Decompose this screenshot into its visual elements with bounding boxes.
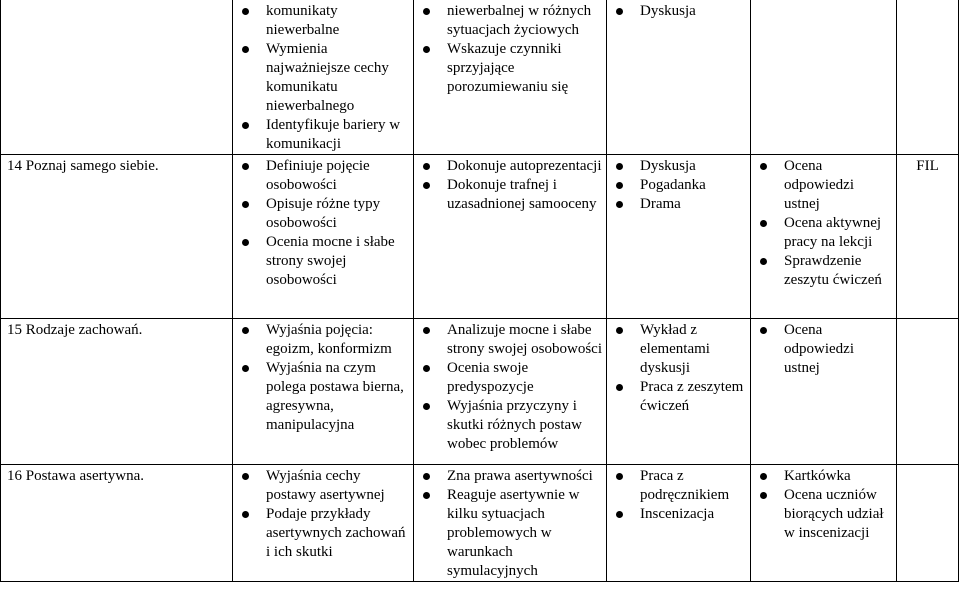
list-item: Drama — [610, 195, 747, 214]
list-item: Wyjaśnia cechy postawy asertywnej — [236, 467, 410, 505]
list-item: Analizuje mocne i słabe strony swojej osobowości — [417, 321, 603, 359]
skills-cell — [414, 155, 607, 319]
skills-cell — [414, 0, 607, 155]
table-row — [1, 319, 959, 465]
notes-cell — [897, 319, 959, 465]
list-item: Wyjaśnia na czym polega postawa bierna, agresywna, manipulacyjna — [236, 359, 410, 435]
outcomes-cell — [233, 155, 414, 319]
list-item: Dokonuje autoprezentacji — [417, 157, 603, 176]
list-item: Ocena aktywnej pracy na lekcji — [754, 214, 893, 252]
list-item: Wykład z elementami dyskusji — [610, 321, 747, 378]
list-item: Identyfikuje bariery w komunikacji — [236, 116, 410, 154]
methods-cell — [607, 0, 751, 155]
list-item: Ocena odpowiedzi ustnej — [754, 321, 893, 378]
list-item: Praca z podręcznikiem — [610, 467, 747, 505]
outcomes-cell — [233, 0, 414, 155]
list-item: Opisuje różne typy osobowości — [236, 195, 410, 233]
assessment-cell — [751, 465, 897, 582]
topic-cell — [1, 0, 233, 155]
list-item: Podaje przykłady asertywnych zachowań i ich skutki — [236, 505, 410, 562]
list-item: Sprawdzenie zeszytu ćwiczeń — [754, 252, 893, 290]
list-item: Ocena odpowiedzi ustnej — [754, 157, 893, 214]
methods-cell — [607, 465, 751, 582]
list-item: Ocenia mocne i słabe strony swojej osobowości — [236, 233, 410, 290]
notes-cell — [897, 465, 959, 582]
list-item: Ocena uczniów biorących udział w inscenizacji — [754, 486, 893, 543]
list-item: Dokonuje trafnej i uzasadnionej samooceny — [417, 176, 603, 214]
outcomes-cell — [233, 465, 414, 582]
outcomes-cell — [233, 319, 414, 465]
skills-cell — [414, 465, 607, 582]
methods-cell — [607, 155, 751, 319]
list-item: Dyskusja — [610, 157, 747, 176]
assessment-cell — [751, 319, 897, 465]
table-row — [1, 155, 959, 319]
list-item: Wyjaśnia przyczyny i skutki różnych postaw wobec problemów — [417, 397, 603, 454]
list-item: Zna prawa asertywności — [417, 467, 603, 486]
list-item: Pogadanka — [610, 176, 747, 195]
topic-cell: 14 Poznaj samego siebie. — [1, 155, 233, 319]
list-item: Inscenizacja — [610, 505, 747, 524]
list-item: niewerbalnej w różnych sytuacjach życiowych — [417, 2, 603, 40]
list-item: Wymienia najważniejsze cechy komunikatu niewerbalnego — [236, 40, 410, 116]
skills-cell — [414, 319, 607, 465]
list-item: komunikaty niewerbalne — [236, 2, 410, 40]
methods-cell — [607, 319, 751, 465]
notes-cell: FIL — [897, 155, 959, 319]
table-row — [1, 465, 959, 582]
notes-cell — [897, 0, 959, 155]
assessment-cell — [751, 0, 897, 155]
list-item: Dyskusja — [610, 2, 747, 21]
assessment-cell — [751, 155, 897, 319]
list-item: Ocenia swoje predyspozycje — [417, 359, 603, 397]
list-item: Definiuje pojęcie osobowości — [236, 157, 410, 195]
list-item: Praca z zeszytem ćwiczeń — [610, 378, 747, 416]
list-item: Wyjaśnia pojęcia: egoizm, konformizm — [236, 321, 410, 359]
topic-cell: 16 Postawa asertywna. — [1, 465, 233, 582]
table-row — [1, 0, 959, 155]
list-item: Kartkówka — [754, 467, 893, 486]
list-item: Reaguje asertywnie w kilku sytuacjach problemowych w warunkach symulacyjnych — [417, 486, 603, 581]
topic-cell: 15 Rodzaje zachowań. — [1, 319, 233, 465]
list-item: Wskazuje czynniki sprzyjające porozumiewaniu się — [417, 40, 603, 97]
